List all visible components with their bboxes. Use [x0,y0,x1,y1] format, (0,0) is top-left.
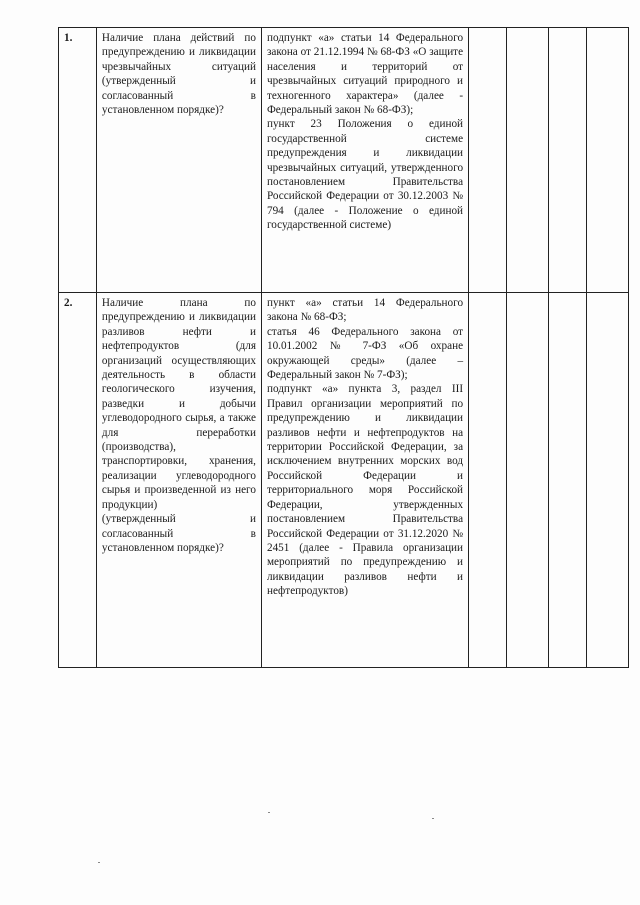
table-row [59,28,629,293]
row-number: 2. [59,293,97,668]
reference-text: пункт «а» статьи 14 Федерального закона № 68-ФЗ; статья 46 Федерального закона от 10.01.2002 № 7-ФЗ «Об охране окружающей среды» (далее – Федеральный закон № 7-ФЗ); подпункт «а» пункта 3, раздел III Правил организации мероприятий по предупреждению и ликвидации разливов нефти и нефтепродуктов на территории Российской Федерации, за исключением внутренних морских вод Российской Федерации и территориального моря Российской Федерации, утвержденных постановлением Правительства Российской Федерации от 31.12.2020 № 2451 (далее - Правила организации мероприятий по предупреждению и ликвидации разливов нефти и нефтепродуктов) [266,297,464,598]
scan-speck [268,812,270,813]
notes-cell [586,293,628,668]
question-text: Наличие плана по предупреждению и ликвидации разливов нефти и нефтепродуктов (для организаций осуществляющих деятельность в области геологического изучения, разведки и добычи углеводородного сырья, а также для переработки (производства), транспортировки, хранения, реализации углеводородного сырья и произведенной из него продукции) (утвержденный и согласованный в установленном порядке)? [101,297,256,554]
table-row [59,293,629,668]
answer-cell-no [506,28,548,293]
answer-cell-na [549,293,587,668]
question-cell [96,293,261,668]
reference-cell [261,28,468,293]
checklist-table [58,27,629,668]
row-number: 1. [59,28,97,293]
question-text: Наличие плана действий по предупреждению и ликвидации чрезвычайных ситуаций (утвержденный и согласованный в установленном порядке)? [101,32,256,117]
question-cell [96,28,261,293]
scan-speck [98,862,100,863]
scan-speck [432,818,434,819]
answer-cell-yes [469,293,507,668]
notes-cell [586,28,628,293]
reference-cell [261,293,468,668]
answer-cell-na [549,28,587,293]
reference-text: подпункт «а» статьи 14 Федерального закона от 21.12.1994 № 68-ФЗ «О защите населения и территорий от чрезвычайных ситуаций природного и техногенного характера» (далее - Федеральный закон № 68-ФЗ); пункт 23 Положения о единой государственной системе предупреждения и ликвидации чрезвычайных ситуаций, утвержденного постановлением Правительства Российской Федерации от 30.12.2003 № 794 (далее - Положение о единой государственной системе) [266,32,464,232]
answer-cell-no [506,293,548,668]
answer-cell-yes [469,28,507,293]
